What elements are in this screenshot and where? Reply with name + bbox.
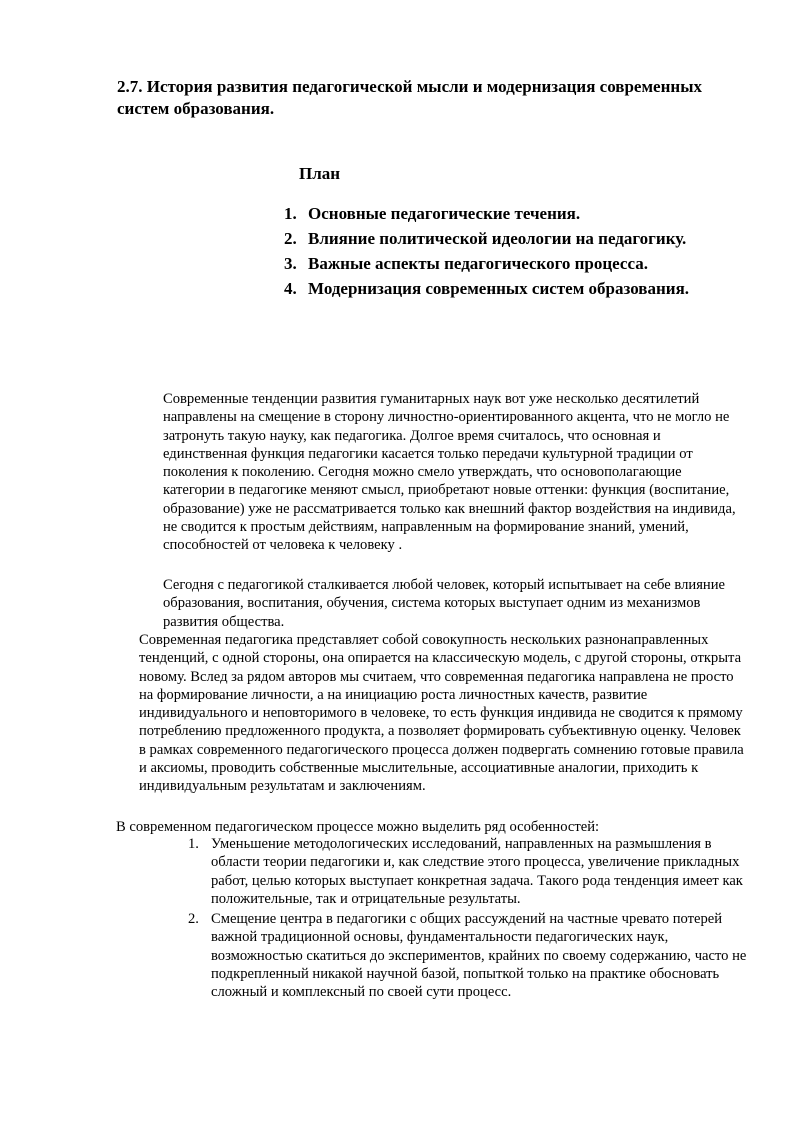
plan-item-number: 3. xyxy=(284,254,297,273)
plan-item xyxy=(284,251,764,276)
plan-item-number: 4. xyxy=(284,279,297,298)
plan-item xyxy=(284,201,764,226)
plan-item xyxy=(284,226,764,251)
plan-item-text: Важные аспекты педагогического процесса. xyxy=(308,254,648,273)
features-list-item xyxy=(188,835,748,908)
features-list xyxy=(188,835,748,1002)
feature-number: 2. xyxy=(188,911,199,928)
paragraph-everyone: Сегодня с педагогикой сталкивается любой человек, который испытывает на себе влияние образования, воспитания, обучения, система которых выступает одним из механизмов развития общества. xyxy=(163,577,726,630)
feature-text: Уменьшение методологических исследований, направленных на размышления в области теории педагогики и, как следствие этого процесса, увеличение прикладных работ, целью которых выступает конкретная задача. Такого рода тенденция имеет как положительные, так и отрицательные результаты. xyxy=(211,836,743,907)
plan-heading: План xyxy=(299,164,341,183)
paragraph-features-intro: В современном педагогическом процессе можно выделить ряд особенностей: xyxy=(116,819,600,835)
plan-item-text: Модернизация современных систем образования. xyxy=(308,279,690,298)
feature-text: Смещение центра в педагогики с общих рассуждений на частные чревато потерей важной традиционной основы, фундаментальности педагогических наук, возможностью скатиться до экспериментов, крайних по своему содержанию, часто не подкрепленный никакой научной базой, попыткой только на практике обосновать сложный и комплексный по своей сути процесс. xyxy=(211,911,747,1001)
plan-item-text: Влияние политической идеологии на педагогику. xyxy=(308,229,687,248)
plan-item xyxy=(284,276,764,301)
plan-list xyxy=(284,201,764,301)
features-list-item xyxy=(188,910,748,1001)
paragraph-intro: Современные тенденции развития гуманитарных наук вот уже несколько десятилетий направлены на смещение в сторону личностно-ориентированного акцента, что не могло не затронуть такую науку, как педагогика. Долгое время считалось, что основная и единственная функция педагогики касается только передачи культурной традиции от поколения к поколению. Сегодня можно смело утверждать, что основополагающие категории в педагогике меняют смысл, приобретают новые оттенки: функция (воспитание, образование) уже не рассматривается только как внешний фактор воздействия на индивида, не сводится к простым действиям, направленным на формирование знаний, умений, способностей от человека к человеку . xyxy=(163,391,736,554)
plan-item-number: 1. xyxy=(284,204,297,223)
paragraph-modern-pedagogy: Современная педагогика представляет собой совокупность нескольких разнонаправленных тенденций, с одной стороны, она опирается на классическую модель, с другой стороны, открыта новому. Вслед за рядом авторов мы считаем, что современная педагогика направлена не просто на формирование личности, а на инициацию роста личностных качеств, развитие индивидуального и неповторимого в человеке, то есть функция индивида не сводится к прямому потреблению предложенного продукта, а позволяет формировать субъективную оценку. Человек в рамках современного педагогического процесса должен подвергать сомнению готовые правила и аксиомы, проводить собственные мыслительные, ассоциативные аналогии, приходить к индивидуальным результатам и заключениям. xyxy=(139,632,744,795)
document-title: 2.7. История развития педагогической мысли и модернизация современных систем образования. xyxy=(117,77,702,118)
plan-item-number: 2. xyxy=(284,229,297,248)
feature-number: 1. xyxy=(188,836,199,852)
plan-item-text: Основные педагогические течения. xyxy=(308,204,581,223)
